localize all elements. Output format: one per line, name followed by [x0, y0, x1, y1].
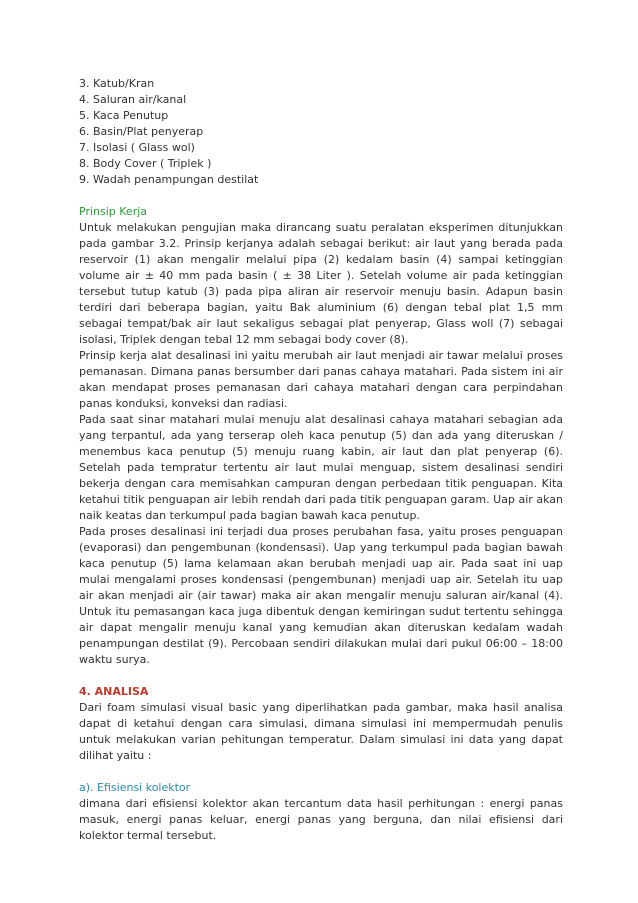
paragraph: Dari foam simulasi visual basic yang diperlihatkan pada gambar, maka hasil analisa dapat di ketahui dengan cara simulasi, dimana simulasi ini mempermudah penulis untuk melakukan varian pehitungan temperatur. Dalam simulasi ini data yang dapat dilihat yaitu : — [79, 701, 563, 762]
spacer — [79, 188, 563, 204]
list-item: 6. Basin/Plat penyerap — [79, 125, 204, 138]
list-item: 9. Wadah penampungan destilat — [79, 173, 259, 186]
list-item: 5. Kaca Penutup — [79, 109, 169, 122]
document-page — [79, 76, 563, 844]
analisa-section — [79, 684, 563, 764]
section-heading-analisa: 4. ANALISA — [79, 685, 149, 698]
list-item: 3. Katub/Kran — [79, 77, 155, 90]
list-item: 8. Body Cover ( Triplek ) — [79, 157, 212, 170]
component-list — [79, 76, 563, 188]
section-heading-prinsip: Prinsip Kerja — [79, 205, 148, 218]
list-item: 7. Isolasi ( Glass wol) — [79, 141, 195, 154]
prinsip-section — [79, 204, 563, 668]
paragraph: Pada proses desalinasi ini terjadi dua proses perubahan fasa, yaitu proses penguapan (evaporasi) dan pengembunan (kondensasi). Uap yang terkumpul pada bagian bawah kaca penutup (5) lama kelamaan akan berubah menjadi uap air. Pada saat ini uap mulai mengalami proses kondensasi (pengembunan) menjadi uap air. Setelah itu uap air akan menjadi air (air tawar) maka air akan mengalir menuju saluran air/kanal (4). Untuk itu pemasangan kaca juga dibentuk dengan kemiringan sudut tertentu sehingga air dapat mengalir menuju kanal yang kemudian akan diteruskan kedalam wadah penampungan destilat (9). Percobaan sendiri dilakukan mulai dari pukul 06:00 – 18:00 waktu surya. — [79, 525, 563, 666]
spacer — [79, 764, 563, 780]
efisiensi-section — [79, 780, 563, 844]
paragraph: Pada saat sinar matahari mulai menuju alat desalinasi cahaya matahari sebagian ada yang terpantul, ada yang terserap oleh kaca penutup (5) dan ada yang diteruskan / menembus kaca penutup (5) menuju ruang kabin, air laut dan plat penyerap (6). Setelah pada tempratur tertentu air laut mulai menguap, sistem desalinasi sendiri bekerja dengan cara memisahkan campuran dengan perbedaan titik penguapan. Kita ketahui titik penguapan air lebih rendah dari pada titik penguapan garam. Uap air akan naik keatas dan terkumpul pada bagian bawah kaca penutup. — [79, 413, 563, 522]
spacer — [79, 668, 563, 684]
paragraph: dimana dari efisiensi kolektor akan tercantum data hasil perhitungan : energi panas masuk, energi panas keluar, energi panas yang berguna, dan nilai efisiensi dari kolektor termal tersebut. — [79, 797, 563, 842]
paragraph: Untuk melakukan pengujian maka dirancang suatu peralatan eksperimen ditunjukkan pada gambar 3.2. Prinsip kerjanya adalah sebagai berikut: air laut yang berada pada reservoir (1) akan mengalir melalui pipa (2) kedalam basin (4) sampai ketinggian volume air ± 40 mm pada basin ( ± 38 Liter ). Setelah volume air pada ketinggian tersebut tutup katub (3) pada pipa aliran air reservoir menuju basin. Adapun basin terdiri dari beberapa bagian, yaitu Bak aluminium (6) dengan tebal plat 1,5 mm sebagai tempat/bak air laut sekaligus sebagai plat penyerap, Glass woll (7) sebagai isolasi, Triplek dengan tebal 12 mm sebagai body cover (8). — [79, 221, 563, 346]
paragraph: Prinsip kerja alat desalinasi ini yaitu merubah air laut menjadi air tawar melalui proses pemanasan. Dimana panas bersumber dari panas cahaya matahari. Pada sistem ini air akan mendapat proses pemanasan dari cahaya matahari dengan cara perpindahan panas konduksi, konveksi dan radiasi. — [79, 349, 563, 410]
list-item: 4. Saluran air/kanal — [79, 93, 187, 106]
section-heading-efisiensi: a). Efisiensi kolektor — [79, 781, 191, 794]
